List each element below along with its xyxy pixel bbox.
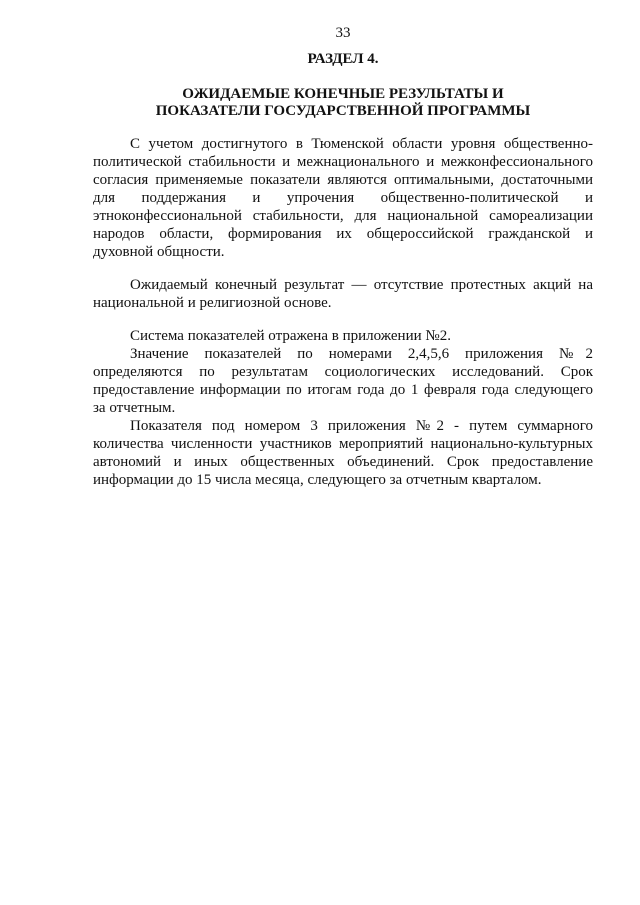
text-line: информации до 15 числа месяца, следующего за отчетным кварталом. [93,472,542,488]
text-line: согласия применяемые показатели являются оптимальными, достаточными [93,172,593,188]
paragraph-indicator-values [93,345,593,417]
text-line: Значение показателей по номерами 2,4,5,6 приложения №2 [130,346,593,362]
text-line: автономий и иных общественных объединений. Срок предоставление [93,454,593,470]
text-line: С учетом достигнутого в Тюменской области уровня общественно- [130,136,593,152]
text-line: Показателя под номером 3 приложения №2 - путем суммарного [130,418,593,434]
text-line: политической стабильности и межнационального и межконфессионального [93,154,593,170]
text-line: этноконфессиональной стабильности, для национальной самореализации [93,208,593,224]
page-title [93,86,593,120]
paragraph-expected-result [93,276,593,312]
paragraph-stability [93,135,593,261]
text-line: за отчетным. [93,400,176,416]
page-number: 33 [335,25,351,41]
text-line: количества численности участников мероприятий национально-культурных [93,436,593,452]
section-heading: РАЗДЕЛ 4. [307,51,379,67]
text-line: определяются по результатам социологических исследований. Срок [93,364,593,380]
paragraph-indicator-3 [93,417,593,489]
text-line: духовной общности. [93,244,225,260]
text-line: для поддержания и упрочения общественно-политической и [93,190,593,206]
title-line: ОЖИДАЕМЫЕ КОНЕЧНЫЕ РЕЗУЛЬТАТЫ И [182,86,504,102]
text-line: Система показателей отражена в приложении №2. [130,328,451,344]
text-line: Ожидаемый конечный результат — отсутствие протестных акций на [130,277,593,293]
text-line: народов области, формирования их общероссийской гражданской и [93,226,593,242]
title-line: ПОКАЗАТЕЛИ ГОСУДАРСТВЕННОЙ ПРОГРАММЫ [155,103,531,119]
text-line: национальной и религиозной основе. [93,295,332,311]
paragraph-indicator-system [93,327,593,345]
text-line: предоставление информации по итогам года до 1 февраля года следующего [93,382,593,398]
